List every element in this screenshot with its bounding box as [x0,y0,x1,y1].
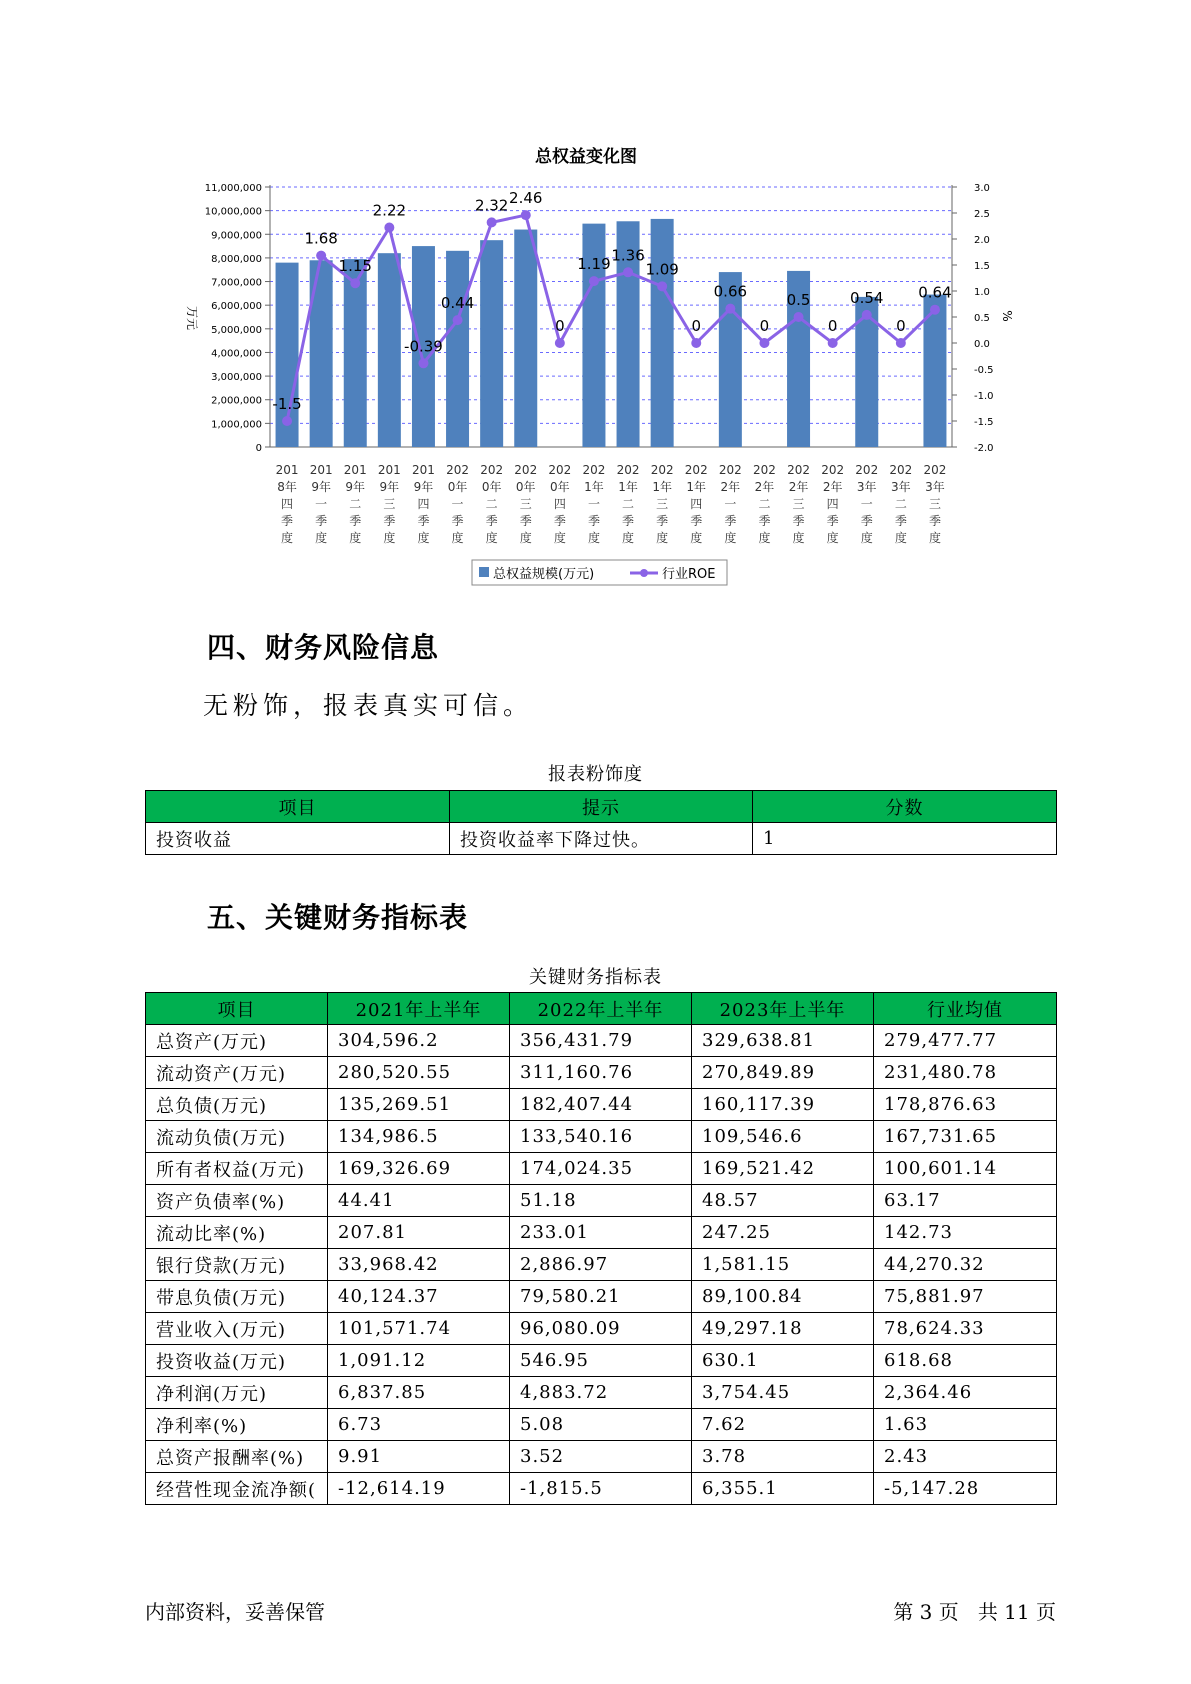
x-tick-label: 201 9年四季度 [411,463,435,545]
key-table-cell: 40,124.37 [328,1281,510,1313]
key-table-caption: 关键财务指标表 [529,967,662,988]
key-table-cell: 51.18 [510,1185,692,1217]
key-table-row [146,1153,1057,1185]
key-table-cell: 182,407.44 [510,1089,692,1121]
legend-line-label: 行业ROE [662,567,716,582]
roe-point [828,338,838,348]
chart-title: 总权益变化图 [535,147,637,167]
key-table-cell: 2.43 [874,1441,1057,1473]
key-table-cell: 207.81 [328,1217,510,1249]
x-tick-label: 201 8年四季度 [275,463,299,545]
x-tick-label: 202 2年四季度 [821,463,845,545]
legend-bar-label: 总权益规模(万元) [493,567,595,582]
key-table-row [146,1313,1057,1345]
key-table-cell: 流动资产(万元) [146,1057,328,1089]
key-table-cell: 7.62 [692,1409,874,1441]
roe-point [896,338,906,348]
risk-table-header [146,791,1057,823]
roe-data-label: 0.54 [850,288,884,307]
roe-point [589,276,599,286]
left-axis-tick-label: 9,000,000 [211,230,262,242]
risk-header-cell: 分数 [753,791,1057,823]
key-table-cell: 5.08 [510,1409,692,1441]
risk-header-cell: 提示 [450,791,753,823]
key-table-cell: 9.91 [328,1441,510,1473]
key-table-cell: 160,117.39 [692,1089,874,1121]
key-financial-table [145,992,1057,1505]
right-axis-tick-label: 3.0 [974,183,990,194]
left-axis-tick-label: 8,000,000 [211,253,262,265]
key-table-cell: 3.52 [510,1441,692,1473]
roe-data-label: 1.09 [645,260,679,279]
section4-text: 无粉饰，报表真实可信。 [203,691,534,720]
x-tick-label: 202 0年一季度 [446,463,470,545]
legend-bar-swatch [479,567,489,577]
key-header-cell: 2022年上半年 [510,993,692,1025]
roe-point [555,338,565,348]
key-table-row [146,1441,1057,1473]
key-table-row [146,1025,1057,1057]
roe-data-label: 0.44 [440,294,475,313]
key-table-row [146,1409,1057,1441]
bar [514,230,537,447]
key-table-cell: 48.57 [692,1185,874,1217]
key-table-row [146,1249,1057,1281]
key-table-cell: 174,024.35 [510,1153,692,1185]
left-axis-tick-label: 2,000,000 [211,395,262,407]
key-table-cell: 618.68 [874,1345,1057,1377]
key-header-cell: 2021年上半年 [328,993,510,1025]
key-table-cell: 总资产(万元) [146,1025,328,1057]
key-table-row [146,1185,1057,1217]
key-table-cell: 44.41 [328,1185,510,1217]
key-header-cell: 行业均值 [874,993,1057,1025]
section5-title: 五、关键财务指标表 [207,901,469,934]
key-table-cell: -5,147.28 [874,1473,1057,1505]
key-table-cell: 33,968.42 [328,1249,510,1281]
right-axis-tick-label: 0.0 [974,339,990,350]
left-axis-tick-label: 5,000,000 [211,324,262,336]
x-tick-label: 202 1年二季度 [616,463,640,545]
right-axis-tick-label: 2.0 [974,235,990,246]
key-table-cell: 247.25 [692,1217,874,1249]
key-table-cell: 169,521.42 [692,1153,874,1185]
risk-table-cell: 投资收益率下降过快。 [450,823,753,855]
key-table-cell: 净利率(%) [146,1409,328,1441]
left-axis-tick-label: 10,000,000 [204,206,262,218]
key-table-row [146,1281,1057,1313]
key-table-cell: 280,520.55 [328,1057,510,1089]
x-tick-label: 202 0年四季度 [548,463,572,545]
key-table-cell: 带息负债(万元) [146,1281,328,1313]
equity-chart-svg [0,0,1191,600]
risk-table [145,790,1057,855]
roe-data-label: -0.39 [404,337,443,356]
key-table-cell: 78,624.33 [874,1313,1057,1345]
x-tick-label: 201 9年三季度 [377,463,401,545]
key-table-header [146,993,1057,1025]
right-axis-tick-label: -2.0 [974,443,994,454]
key-table-cell: 231,480.78 [874,1057,1057,1089]
roe-data-label: 1.68 [304,229,338,248]
key-table-cell: 329,638.81 [692,1025,874,1057]
risk-table-caption: 报表粉饰度 [548,764,643,785]
roe-point [623,267,633,277]
key-table-cell: 630.1 [692,1345,874,1377]
roe-point [657,281,667,291]
key-table-cell: 169,326.69 [328,1153,510,1185]
footer-page-number: 第 3 页 共 11 页 [893,1600,1056,1624]
key-table-cell: 净利润(万元) [146,1377,328,1409]
roe-point [862,310,872,320]
roe-point [487,217,497,227]
right-axis-tick-label: -1.5 [974,417,994,428]
key-table-cell: 6,837.85 [328,1377,510,1409]
roe-point [418,358,428,368]
key-table-cell: 109,546.6 [692,1121,874,1153]
key-table-cell: 311,160.76 [510,1057,692,1089]
key-table-cell: -12,614.19 [328,1473,510,1505]
left-axis-tick-label: 11,000,000 [204,183,262,194]
key-table-cell: 356,431.79 [510,1025,692,1057]
roe-point [930,305,940,315]
right-axis-tick-label: 1.5 [974,261,990,272]
left-axis-tick-label: 6,000,000 [211,301,262,313]
roe-data-label: 2.32 [474,196,509,215]
risk-table-row [146,823,1057,855]
key-table-cell: 133,540.16 [510,1121,692,1153]
key-table-cell: 304,596.2 [328,1025,510,1057]
x-tick-label: 201 9年一季度 [309,463,333,545]
left-axis-tick-label: 4,000,000 [211,348,262,360]
key-table-row [146,1217,1057,1249]
key-table-cell: 银行贷款(万元) [146,1249,328,1281]
left-axis-tick-label: 3,000,000 [211,372,262,384]
key-table-cell: 6.73 [328,1409,510,1441]
key-table-cell: 6,355.1 [692,1473,874,1505]
roe-data-label: 2.46 [509,189,543,208]
key-table-cell: 总资产报酬率(%) [146,1441,328,1473]
x-tick-label: 201 9年二季度 [343,463,367,545]
key-table-cell: 营业收入(万元) [146,1313,328,1345]
key-table-row [146,1089,1057,1121]
key-table-cell: 167,731.65 [874,1121,1057,1153]
roe-data-label: 0 [759,317,770,335]
roe-data-label: 0.64 [918,283,952,302]
x-tick-label: 202 2年三季度 [787,463,811,545]
key-table-cell: 3.78 [692,1441,874,1473]
key-table-cell: 流动比率(%) [146,1217,328,1249]
equity-chart [0,0,1191,600]
key-table-cell: 总负债(万元) [146,1089,328,1121]
roe-data-label: 1.15 [338,257,372,276]
left-axis-tick-label: 7,000,000 [211,277,262,289]
roe-data-label: 0 [827,317,838,335]
key-table-row [146,1473,1057,1505]
x-tick-label: 202 0年二季度 [480,463,504,545]
key-table-cell: 4,883.72 [510,1377,692,1409]
x-tick-label: 202 0年三季度 [514,463,538,545]
key-table-cell: 资产负债率(%) [146,1185,328,1217]
key-table-cell: 89,100.84 [692,1281,874,1313]
roe-data-label: -1.5 [272,395,302,413]
right-axis-tick-label: 2.5 [974,209,990,220]
left-axis-tick-label: 1,000,000 [211,419,262,431]
key-table-cell: 96,080.09 [510,1313,692,1345]
risk-table-cell: 投资收益 [146,823,450,855]
key-table-cell: 79,580.21 [510,1281,692,1313]
key-table-cell: 所有者权益(万元) [146,1153,328,1185]
key-table-cell: 75,881.97 [874,1281,1057,1313]
bar [378,253,401,447]
roe-point [384,223,394,233]
risk-table-cell: 1 [753,823,1057,855]
right-axis-tick-label: 0.5 [974,313,990,324]
key-header-cell: 2023年上半年 [692,993,874,1025]
left-axis-tick-label: 0 [255,443,262,454]
legend-line-marker [640,569,648,577]
x-tick-label: 202 2年二季度 [752,463,776,545]
bar [651,219,674,447]
x-tick-label: 202 1年一季度 [582,463,606,545]
right-axis-label: % [1000,310,1014,322]
roe-point [725,304,735,314]
key-table-cell: 233.01 [510,1217,692,1249]
key-table-cell: 49,297.18 [692,1313,874,1345]
key-table-cell: 101,571.74 [328,1313,510,1345]
key-table-row [146,1057,1057,1089]
x-tick-label: 202 1年三季度 [650,463,674,545]
key-table-cell: 1.63 [874,1409,1057,1441]
roe-data-label: 0 [555,317,565,335]
roe-data-label: 0.66 [713,282,748,301]
key-table-cell: 142.73 [874,1217,1057,1249]
left-axis-label: 万元 [185,305,199,331]
right-axis-tick-label: -0.5 [974,365,994,376]
x-tick-label: 202 2年一季度 [718,463,742,545]
key-table-row [146,1121,1057,1153]
key-table-cell: 1,581.15 [692,1249,874,1281]
key-table-cell: 2,364.46 [874,1377,1057,1409]
risk-header-cell: 项目 [146,791,450,823]
key-table-cell: 2,886.97 [510,1249,692,1281]
key-table-cell: 投资收益(万元) [146,1345,328,1377]
section4-title: 四、财务风险信息 [207,631,440,664]
bar [446,251,469,447]
roe-point [350,278,360,288]
key-table-cell: 63.17 [874,1185,1057,1217]
right-axis-tick-label: 1.0 [974,287,990,298]
key-table-cell: 134,986.5 [328,1121,510,1153]
x-tick-label: 202 3年三季度 [923,463,947,545]
key-header-cell: 项目 [146,993,328,1025]
roe-data-label: 0 [896,317,906,335]
roe-point [316,251,326,261]
x-tick-label: 202 1年四季度 [684,463,708,545]
key-table-cell: -1,815.5 [510,1473,692,1505]
roe-point [453,315,463,325]
key-table-cell: 135,269.51 [328,1089,510,1121]
key-table-cell: 1,091.12 [328,1345,510,1377]
x-tick-label: 202 3年一季度 [855,463,879,545]
roe-point [794,312,804,322]
key-table-cell: 44,270.32 [874,1249,1057,1281]
key-table-cell: 经营性现金流净额( [146,1473,328,1505]
x-tick-label: 202 3年二季度 [889,463,913,545]
roe-point [759,338,769,348]
roe-data-label: 0.5 [786,291,811,309]
roe-data-label: 2.22 [372,201,407,220]
key-table-cell: 100,601.14 [874,1153,1057,1185]
key-table-cell: 178,876.63 [874,1089,1057,1121]
key-table-row [146,1377,1057,1409]
bar [480,240,503,447]
roe-data-label: 1.19 [577,255,611,274]
footer-left: 内部资料，妥善保管 [145,1600,325,1624]
roe-point [691,338,701,348]
key-table-row [146,1345,1057,1377]
roe-data-label: 0 [691,317,702,335]
key-table-cell: 546.95 [510,1345,692,1377]
roe-point [282,416,292,426]
key-table-cell: 270,849.89 [692,1057,874,1089]
right-axis-tick-label: -1.0 [974,391,994,402]
key-table-cell: 流动负债(万元) [146,1121,328,1153]
roe-point [521,210,531,220]
roe-data-label: 1.36 [611,246,645,265]
key-table-cell: 3,754.45 [692,1377,874,1409]
key-table-cell: 279,477.77 [874,1025,1057,1057]
